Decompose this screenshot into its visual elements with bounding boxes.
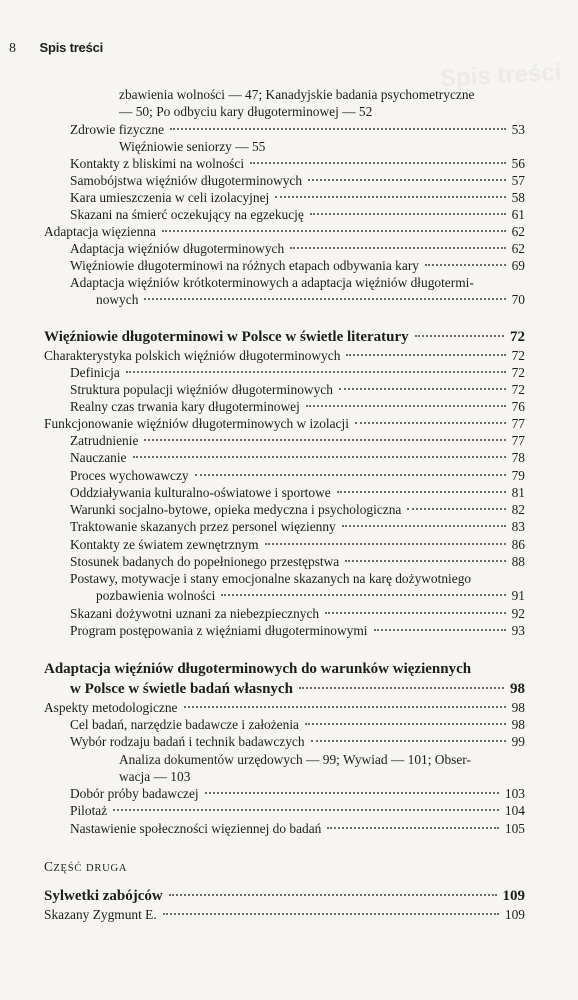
toc-entry: Więźniowie długoterminowi na różnych etapach odbywania kary 69 bbox=[70, 258, 525, 273]
toc-entry: Traktowanie skazanych przez personel więzienny 83 bbox=[70, 519, 525, 534]
page-number: 8 bbox=[9, 41, 16, 56]
toc-entry-text: zbawienia wolności — 47; Kanadyjskie badania psychometryczne bbox=[119, 87, 475, 102]
toc-entry-text: — 50; Po odbyciu kary długoterminowej — 52 bbox=[119, 104, 373, 119]
toc-entry: Kontakty z bliskimi na wolności 56 bbox=[70, 156, 525, 171]
toc-entry: Aspekty metodologiczne 98 bbox=[44, 700, 525, 715]
toc-entry: Oddziaływania kulturalno-oświatowe i sportowe 81 bbox=[70, 485, 525, 500]
toc-entry: Adaptacja więźniów długoterminowych 62 bbox=[70, 241, 525, 256]
toc-entry: Skazani na śmierć oczekujący na egzekucję 61 bbox=[70, 207, 525, 222]
toc-entry: Funkcjonowanie więźniów długoterminowych w izolacji 77 bbox=[44, 416, 525, 431]
toc-entry: Zatrudnienie 77 bbox=[70, 433, 525, 448]
toc-entry: Stosunek badanych do popełnionego przestępstwa 88 bbox=[70, 554, 525, 569]
toc-entry: Skazany Zygmunt E. 109 bbox=[44, 907, 525, 922]
toc-entry: Dobór próby badawczej 103 bbox=[70, 786, 525, 801]
toc-entry: Samobójstwa więźniów długoterminowych 57 bbox=[70, 173, 525, 188]
toc-entry: Pilotaż 104 bbox=[70, 803, 525, 818]
toc-entry: Adaptacja więzienna 62 bbox=[44, 224, 525, 239]
toc-entry: Proces wychowawczy 79 bbox=[70, 468, 525, 483]
part-heading: CZĘŚĆ DRUGA bbox=[44, 859, 128, 874]
toc-entry-text: Więźniowie seniorzy — 55 bbox=[119, 139, 266, 154]
toc-entry: pozbawienia wolności 91 bbox=[96, 588, 525, 603]
bleed-through-text: Spis treści bbox=[439, 58, 563, 93]
toc-entry: Zdrowie fizyczne 53 bbox=[70, 122, 525, 137]
toc-entry: Charakterystyka polskich więźniów długoterminowych 72 bbox=[44, 348, 525, 363]
toc-chapter: Więźniowie długoterminowi w Polsce w świetle literatury 72 bbox=[44, 329, 525, 345]
toc-entry-text: Postawy, motywacje i stany emocjonalne skazanych na karę dożywotniego bbox=[70, 571, 472, 586]
toc-entry-text: Analiza dokumentów urzędowych — 99; Wywiad — 101; Obser- bbox=[119, 752, 471, 767]
toc-entry-text: Adaptacja więźniów krótkoterminowych a adaptacja więźniów długotermi- bbox=[70, 275, 474, 290]
toc-entry: Kara umieszczenia w celi izolacyjnej 58 bbox=[70, 190, 525, 205]
toc-entry: Warunki socjalno-bytowe, opieka medyczna i psychologiczna 82 bbox=[70, 502, 525, 517]
running-title: Spis treści bbox=[39, 40, 104, 55]
toc-entry: Cel badań, narzędzie badawcze i założenia 98 bbox=[70, 717, 525, 732]
toc-entry: Definicja 72 bbox=[70, 365, 525, 380]
toc-entry: Skazani dożywotni uznani za niebezpiecznych 92 bbox=[70, 606, 525, 621]
toc-entry: Kontakty ze światem zewnętrznym 86 bbox=[70, 537, 525, 552]
toc-chapter: w Polsce w świetle badań własnych 98 bbox=[70, 681, 525, 697]
toc-entry-text: wacja — 103 bbox=[119, 769, 191, 784]
toc-entry: Realny czas trwania kary długoterminowej 76 bbox=[70, 399, 525, 414]
toc-chapter-text: Adaptacja więźniów długoterminowych do warunków więziennych bbox=[44, 661, 472, 677]
toc-entry: Nastawienie społeczności więziennej do badań 105 bbox=[70, 821, 525, 836]
toc-entry: Wybór rodzaju badań i technik badawczych 99 bbox=[70, 734, 525, 749]
toc-entry: Struktura populacji więźniów długoterminowych 72 bbox=[70, 382, 525, 397]
toc-entry: Program postępowania z więźniami długoterminowymi 93 bbox=[70, 623, 525, 638]
toc-entry: nowych 70 bbox=[96, 292, 525, 307]
toc-entry: Nauczanie 78 bbox=[70, 450, 525, 465]
toc-chapter: Sylwetki zabójców 109 bbox=[44, 888, 525, 904]
